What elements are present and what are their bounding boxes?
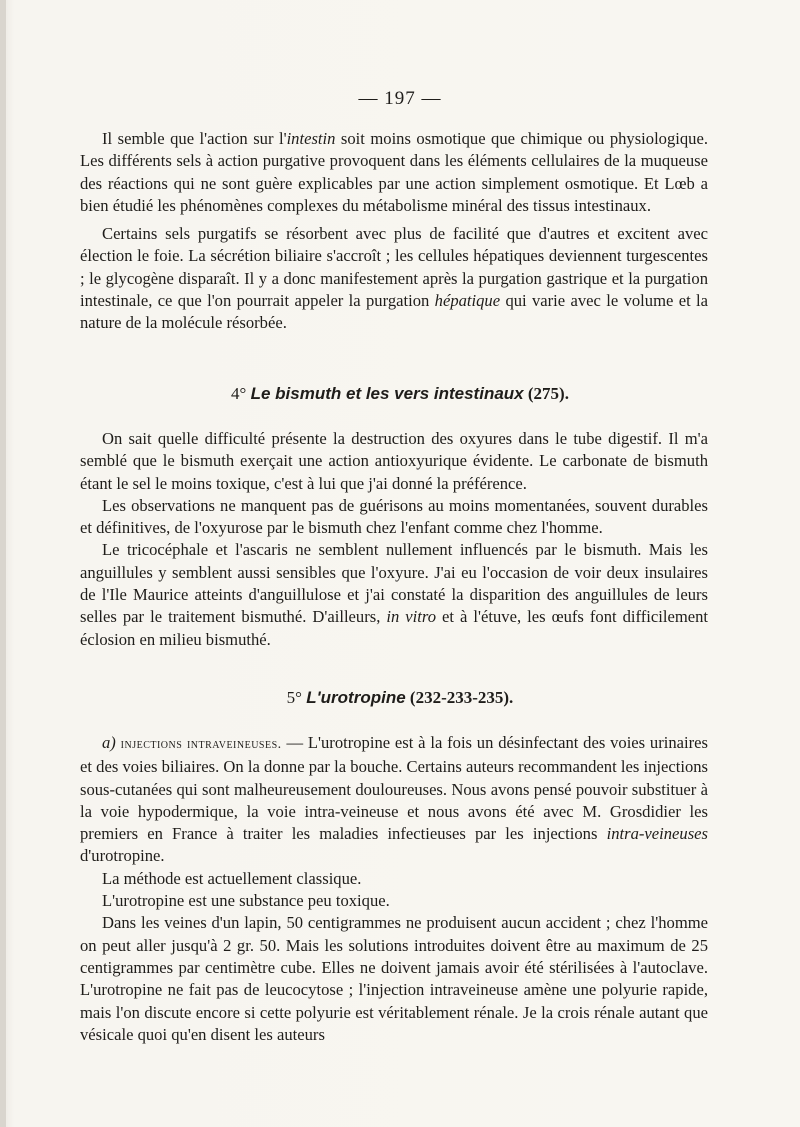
paragraph-injections: a) injections intraveineuses. — L'urotropine est à la fois un désinfectant des voies urinaires et des voies biliaires. On la donne par la bouche. Certains auteurs recommandent les injections sous-cutanées qui sont malheureusement douloureuses. Nous avons pensé pouvoir substituer à la voie hypodermique, la voie intra-veineuse et nous avons été avec M. Grosdidier les premiers en France à traiter les maladies infectieuses par les injections intra-veineuses d'urotropine. — [80, 733, 708, 866]
section-heading-urotropine — [0, 688, 800, 708]
section-heading-bismuth — [0, 384, 800, 404]
section-intro-text — [80, 128, 708, 335]
heading-reference: (275). — [527, 384, 569, 403]
section-urotropine-text — [80, 732, 708, 1046]
heading-number: 4° — [231, 384, 247, 403]
paragraph-oxyures: On sait quelle difficulté présente la destruction des oxyures dans le tube digestif. Il m'a semblé que le bismuth exerçait une action antioxyurique évidente. Le carbonate de bismuth étant le sel le moins toxique, c'est à lui que j'ai donné la préférence. — [80, 429, 708, 493]
item-label: a) — [102, 733, 116, 752]
paragraph-intestin: Il semble que l'action sur l'intestin soit moins osmotique que chimique ou physiologique. Les différents sels à action purgative provoquent dans les éléments cellulaires de la muqueuse des réactions qui ne sont guère explicables par une action simplement osmotique. Et Lœb a bien étudié les phénomènes complexes du métabolisme minéral des tissus intestinaux. — [80, 129, 708, 215]
heading-reference: (232-233-235). — [409, 688, 514, 707]
page-gutter-shadow — [0, 0, 6, 1127]
emphasis-hepatique: hépatique — [434, 291, 501, 311]
paragraph-purgatifs: Certains sels purgatifs se résorbent avec plus de facilité que d'autres et excitent avec élection le foie. La sécrétion biliaire s'accroît ; les cellules hépatiques deviennent turgescentes ; le glycogène disparaît. Il y a donc manifestement après la purgation gastrique et la purgation intestinale, ce que l'on pourrait appeler la purgation hépatique qui varie avec le volume et la nature de la molécule résorbée. — [80, 224, 708, 333]
emphasis-in-vitro: in vitro — [386, 607, 437, 627]
section-bismuth-text — [80, 428, 708, 651]
emphasis-intra-veineuses: intra-veineuses — [606, 824, 708, 844]
paragraph-toxicite: L'urotropine est une substance peu toxique. — [102, 891, 390, 911]
page-number: — 197 — — [358, 88, 442, 109]
emphasis-intestin: intestin — [286, 129, 336, 148]
paragraph-lapin: Dans les veines d'un lapin, 50 centigrammes ne produisent aucun accident ; chez l'homme on peut aller jusqu'à 2 gr. 50. Mais les solutions introduites doivent être au maximum de 25 centigrammes par centimètre cube. Elles ne doivent jamais avoir été stérilisées à l'autoclave. L'urotropine ne fait pas de leucocytose ; l'injection intraveineuse amène une polyurie rapide, mais l'on discute encore si cette polyurie est véritablement rénale. Je la crois rénale autant que vésicale quoi qu'en disent les auteurs — [80, 913, 708, 1044]
paragraph-methode: La méthode est actuellement classique. — [102, 868, 362, 888]
heading-number: 5° — [286, 688, 302, 707]
heading-title: L'urotropine — [306, 688, 406, 707]
subsection-title: injections intraveineuses. — [120, 737, 282, 752]
paragraph-observations: Les observations ne manquent pas de guérisons au moins momentanées, souvent durables et définitives, de l'oxyurose par le bismuth chez l'enfant comme chez l'homme. — [80, 495, 708, 538]
paragraph-tricocephale: Le tricocéphale et l'ascaris ne semblent nullement influencés par le bismuth. Mais les anguillules y semblent aussi sensibles que l'oxyure. J'ai eu l'occasion de voir deux insulaires de l'Ile Maurice atteints d'anguillulose et j'ai constaté la disparition des anguillules de leurs selles par le traitement bismuthé. D'ailleurs, in vitro et à l'étuve, les œufs font difficilement éclosion en milieu bismuthé. — [80, 540, 709, 649]
heading-title: Le bismuth et les vers intestinaux — [250, 384, 524, 403]
